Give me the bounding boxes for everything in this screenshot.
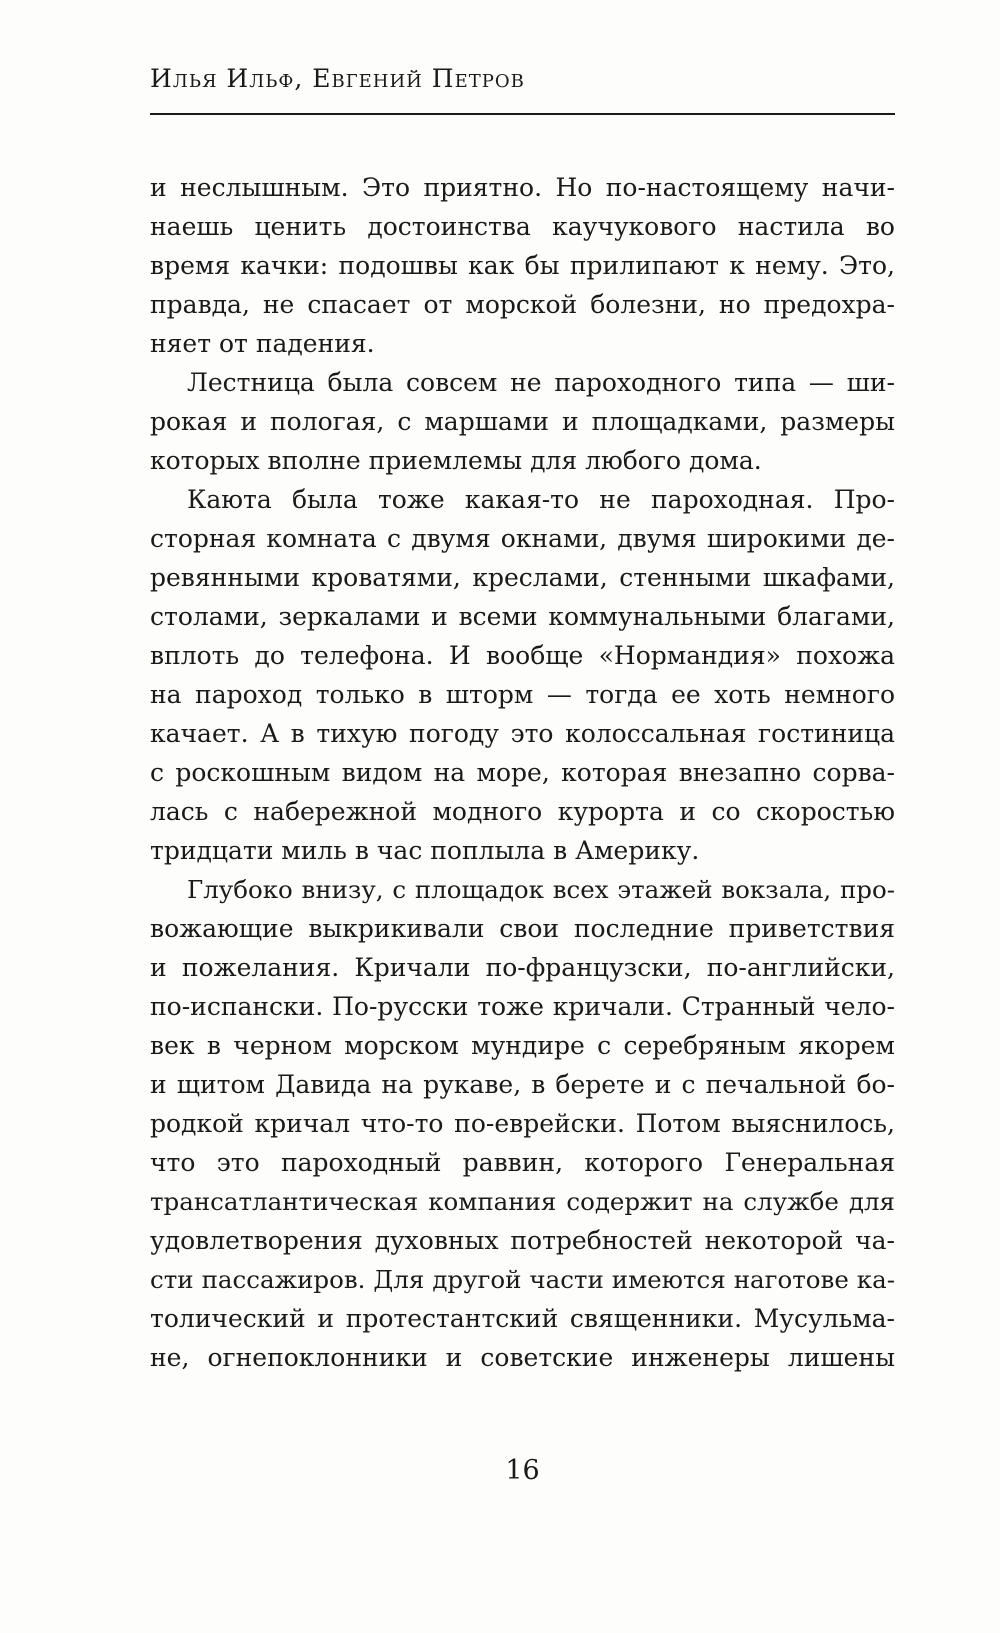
text-line: родкой кричал что-то по-еврейски. Потом выяснилось, <box>150 1109 895 1138</box>
text-line: лась с набережной модного курорта и со скоростью <box>150 797 895 826</box>
text-line: на пароход только в шторм — тогда ее хоть немного <box>150 680 895 709</box>
text-line: толический и протестантский священники. Мусульма- <box>150 1304 895 1333</box>
text-line: рокая и пологая, с маршами и площадками, размеры <box>150 407 895 436</box>
text-line: и неслышным. Это приятно. Но по-настоящему начи- <box>150 173 895 202</box>
text-line: няет от падения. <box>150 329 375 358</box>
text-line: время качки: подошвы как бы прилипают к нему. Это, <box>150 251 895 280</box>
text-line: вплоть до телефона. И вообще «Нормандия» похожа <box>150 641 895 670</box>
body-text <box>150 168 895 1377</box>
running-head: Илья Ильф, Евгений Петров <box>150 64 525 93</box>
text-line: по-испански. По-русски тоже кричали. Странный чело- <box>150 992 895 1021</box>
text-line: сторная комната с двумя окнами, двумя широкими де- <box>150 524 895 553</box>
text-line: Каюта была тоже какая-то не пароходная. Про- <box>187 485 895 514</box>
text-line: вожающие выкрикивали свои последние приветствия <box>150 914 895 943</box>
text-line: с роскошным видом на море, которая внезапно сорва- <box>150 758 895 787</box>
text-line: удовлетворения духовных потребностей некоторой ча- <box>150 1226 895 1255</box>
text-line: и щитом Давида на рукаве, в берете и с печальной бо- <box>150 1070 895 1099</box>
text-line: трансатлантическая компания содержит на службе для <box>150 1187 895 1216</box>
text-line: Лестница была совсем не пароходного типа — ши- <box>187 368 895 397</box>
book-page <box>150 0 895 1633</box>
text-line: что это пароходный раввин, которого Генеральная <box>150 1148 895 1177</box>
text-line: сти пассажиров. Для другой части имеются наготове ка- <box>150 1265 895 1294</box>
text-line: наешь ценить достоинства каучукового настила во <box>150 212 895 241</box>
text-line: качает. А в тихую погоду это колоссальная гостиница <box>150 719 895 748</box>
text-line: не, огнепоклонники и советские инженеры лишены <box>150 1343 895 1372</box>
text-line: столами, зеркалами и всеми коммунальными благами, <box>150 602 895 631</box>
text-line: век в черном морском мундире с серебряным якорем <box>150 1031 895 1060</box>
text-line: и пожелания. Кричали по-французски, по-английски, <box>150 953 895 982</box>
header-rule <box>150 113 895 115</box>
text-line: которых вполне приемлемы для любого дома. <box>150 446 762 475</box>
text-line: ревянными кроватями, креслами, стенными шкафами, <box>150 563 895 592</box>
text-line: тридцати миль в час поплыла в Америку. <box>150 836 700 865</box>
page-number: 16 <box>505 1455 540 1486</box>
text-line: Глубоко внизу, с площадок всех этажей вокзала, про- <box>187 875 895 904</box>
text-line: правда, не спасает от морской болезни, но предохра- <box>150 290 895 319</box>
